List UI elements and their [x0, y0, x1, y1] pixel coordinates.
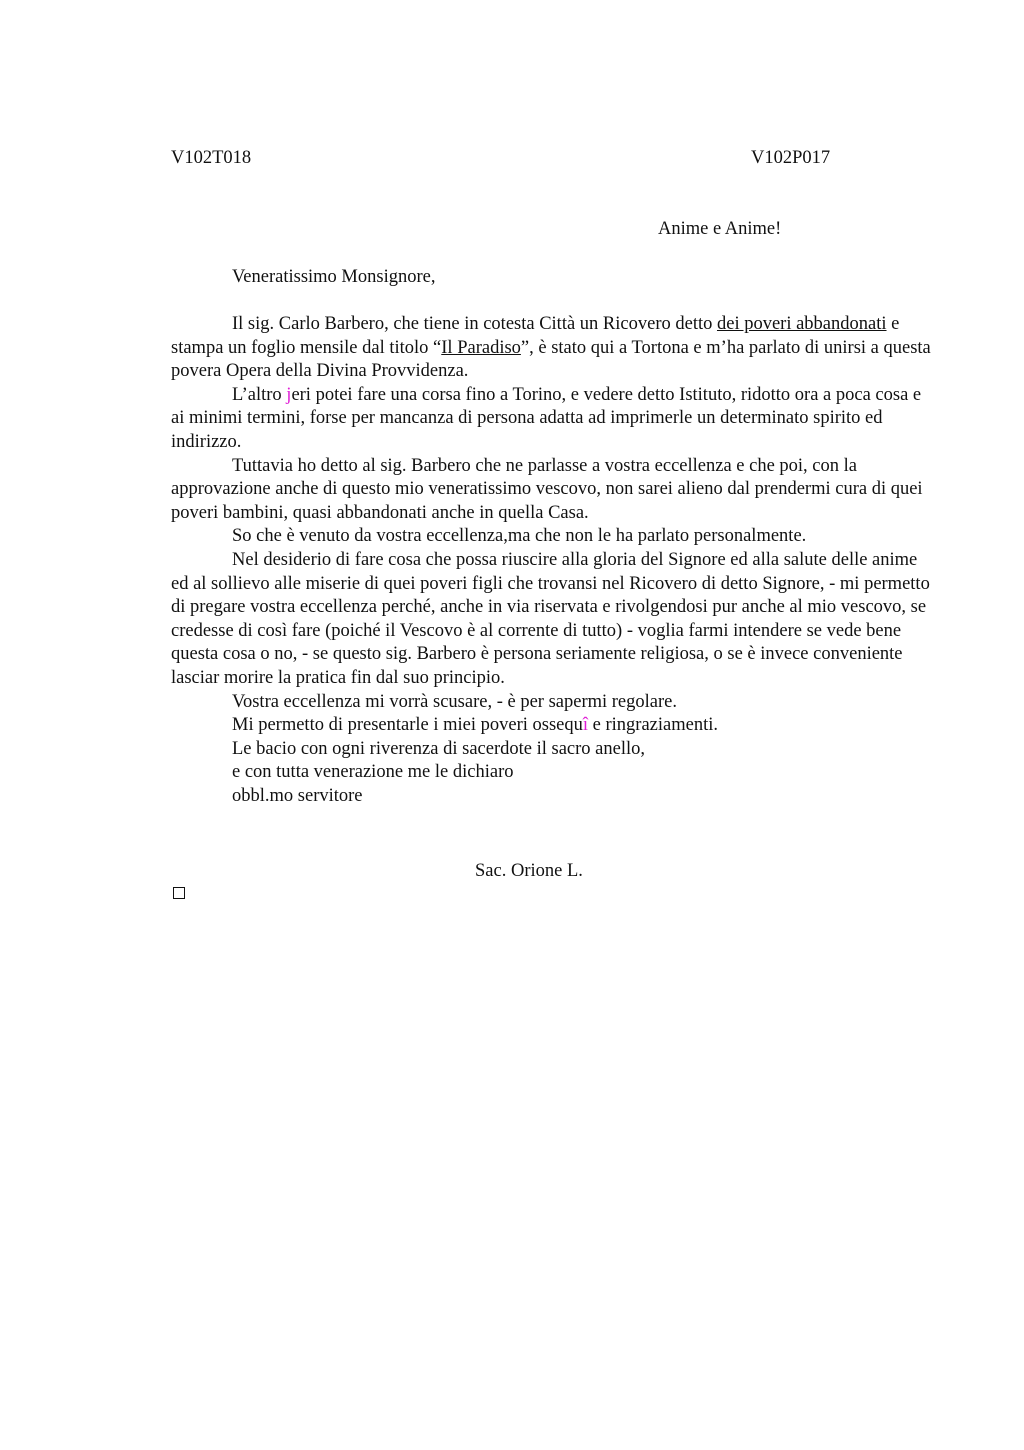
signature: Sac. Orione L.: [475, 861, 583, 881]
closing-line-1: Le bacio con ogni riverenza di sacerdote il sacro anello,: [232, 738, 645, 759]
motto: Anime e Anime!: [658, 219, 782, 239]
checkbox-square-icon: [173, 887, 185, 899]
highlighted-letter: î: [582, 715, 589, 736]
document-code-right: V102P017: [751, 148, 831, 168]
paragraph-3: Tuttavia ho detto al sig. Barbero che ne parlasse a vostra eccellenza e che poi, con la approvazione anche di questo mio veneratissimo vescovo, non sarei alieno dal prendermi cura di quei poveri bambini, quasi abbandonati anche in quella Casa.: [171, 455, 923, 523]
paragraph-2: [171, 384, 931, 455]
paragraph-7-text-a: Mi permetto di presentarle i miei poveri ossequ: [232, 715, 583, 736]
paragraph-1: [171, 313, 931, 384]
closing-line-2: e con tutta venerazione me le dichiaro: [232, 762, 514, 783]
paragraph-2-text-a: L’altro: [232, 384, 287, 405]
letter-body: [171, 313, 931, 808]
closing-line-3: obbl.mo servitore: [232, 785, 363, 806]
paragraph-5: Nel desiderio di fare cosa che possa riuscire alla gloria del Signore ed alla salute delle anime ed al sollievo alle miserie di quei poveri figli che trovansi nel Ricovero di detto Signore, - mi permetto di pregare vostra eccellenza perché, anche in via riservata e rivolgendosi pur anche al mio vescovo, se credesse di così fare (poiché il Vescovo è al corrente di tutto) - voglia farmi intendere se vede bene questa cosa o no, - se questo sig. Barbero è persona seriamente religiosa, o se è invece conveniente lasciar morire la pratica fin dal suo principio.: [171, 549, 930, 688]
paragraph-7-text-b: e ringraziamenti.: [588, 715, 718, 736]
highlighted-letter: j: [286, 384, 292, 405]
paragraph-1-text-b: e stampa un foglio mensile dal titolo “: [171, 314, 900, 358]
paragraph-7: [171, 714, 931, 738]
document-code-left: V102T018: [171, 148, 252, 168]
paragraph-4: So che è venuto da vostra eccellenza,ma che non le ha parlato personalmente.: [232, 526, 807, 547]
underlined-newspaper-title: Il Paradiso: [441, 337, 521, 358]
paragraph-6: Vostra eccellenza mi vorrà scusare, - è per sapermi regolare.: [232, 691, 677, 712]
paragraph-1-text-a: Il sig. Carlo Barbero, che tiene in cotesta Città un Ricovero detto: [232, 314, 717, 334]
paragraph-1-text-c: ”, è stato qui a Tortona e m’ha parlato di unirsi a questa povera Opera della Divina Provvidenza.: [171, 337, 931, 382]
salutation: Veneratissimo Monsignore,: [232, 267, 436, 287]
underlined-ricovero-name: dei poveri abbandonati: [716, 314, 887, 334]
paragraph-2-text-b: eri potei fare una corsa fino a Torino, e vedere detto Istituto, ridotto ora a poca cosa e ai minimi termini, forse per mancanza di persona adatta ad imprimerle un determinato spirito ed indirizzo.: [171, 384, 922, 452]
